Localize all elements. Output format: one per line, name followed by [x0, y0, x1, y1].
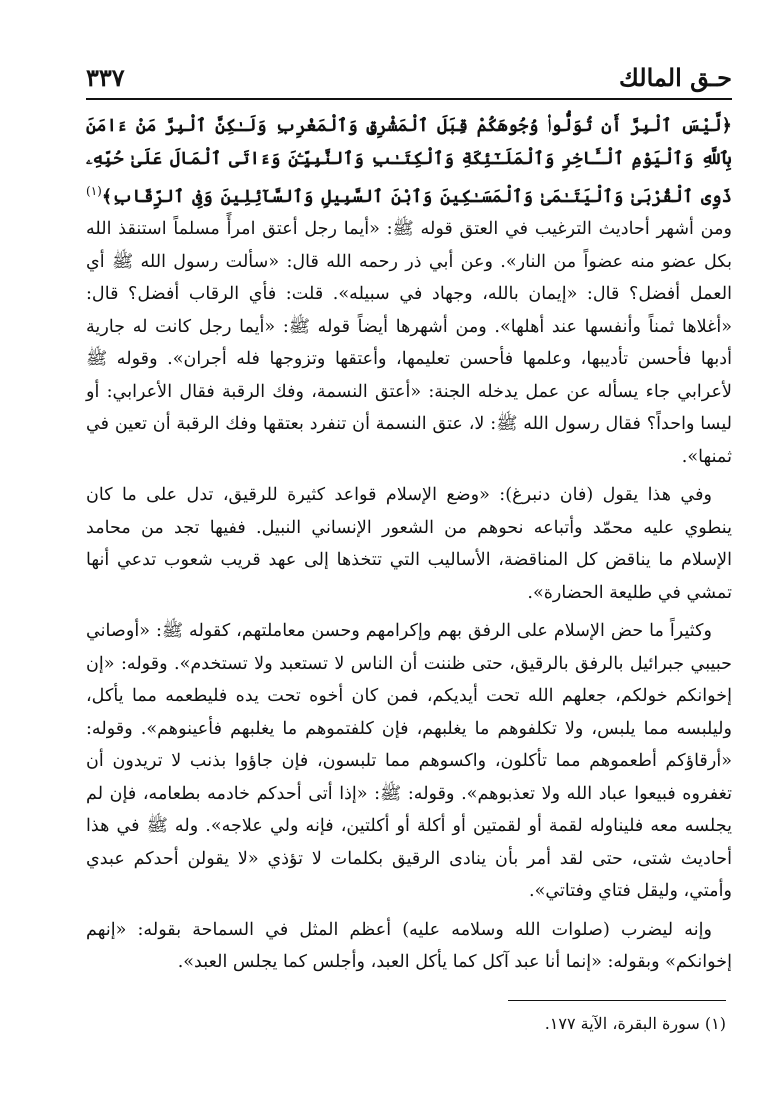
page-body [86, 110, 732, 985]
paragraph-1 [86, 110, 732, 473]
page-number: ٣٣٧ [86, 63, 125, 92]
footnote: (١) سورة البقرة، الآية ١٧٧. [544, 1014, 726, 1033]
footnote-divider [508, 1000, 726, 1001]
footnote-marker: (١) [86, 184, 102, 198]
running-title: حـق المالك [619, 63, 732, 92]
paragraph-3: وكثيراً ما حض الإسلام على الرفق بهم وإكرامهم وحسن معاملتهم، كقوله ﷺ: «أوصاني حبيبي جبرائيل بالرفق بالرقيق، حتى ظننت أن الناس لا تستعبد ولا تستخدم». وقوله: «إن إخوانكم خولكم، جعلهم الله تحت أيديكم، فمن كان أخوه تحت يده فليطعمه مما يأكل، وليلبسه مما يلبس، ولا تكلفوهم ما يغلبهم، فإن كلفتموهم ما يغلبهم فأعينوهم». وقوله: «أرقاؤكم أطعموهم مما تأكلون، واكسوهم مما تلبسون، فإن جاؤوا بذنب لا تريدون أن تغفروه فبيعوا عباد الله ولا تعذبوهم». وقوله: ﷺ: «إذا أتى أحدكم خادمه بطعامه، فإن لم يجلسه معه فليناوله لقمة أو لقمتين أو أكلة أو أكلتين، فإنه ولي علاجه». وله ﷺ في هذا أحاديث شتى، حتى لقد أمر بأن ينادى الرقيق بكلمات لا تؤذي «لا يقولن أحدكم عبدي وأمتي، وليقل فتاي وفتاتي». [86, 621, 732, 902]
paragraph-2: وفي هذا يقول (فان دنبرغ): «وضع الإسلام قواعد كثيرة للرقيق، تدل على ما كان ينطوي عليه محمّد وأتباعه نحوهم من الشعور الإنساني النبيل. ففيها تجد من محامد الإسلام ما يناقض كل المناقضة، الأساليب التي تتخذها إلى عهد قريب شعوب تدعي أنها تمشي في طليعة الحضارة». [86, 485, 732, 603]
page-header [86, 50, 732, 100]
quran-verse: ﴿لَّيْسَ ٱلْبِرَّ أَن تُوَلُّوا۟ وُجُوهَكُمْ قِبَلَ ٱلْمَشْرِقِ وَٱلْمَغْرِبِ وَلَـٰكِنَّ ٱلْبِرَّ مَنْ ءَامَنَ بِٱللَّهِ وَٱلْيَوْمِ ٱلْـَٔاخِرِ وَٱلْمَلَـٰٓئِكَةِ وَٱلْكِتَـٰبِ وَٱلنَّبِيِّـۧنَ وَءَاتَى ٱلْمَالَ عَلَىٰ حُبِّهِۦ ذَوِى ٱلْقُرْبَىٰ وَٱلْيَتَـٰمَىٰ وَٱلْمَسَـٰكِينَ وَٱبْنَ ٱلسَّبِيلِ وَٱلسَّآئِلِينَ وَفِى ٱلرِّقَابِ﴾ [86, 115, 732, 207]
paragraph-text: ومن أشهر أحاديث الترغيب في العتق قوله ﷺ: «أيما رجل أعتق امرأً مسلماً استنقذ الله بكل عضو منه عضواً من النار». وعن أبي ذر رحمه الله قال: «سألت رسول الله ﷺ أي العمل أفضل؟ قال: «إيمان بالله، وجهاد في سبيله». قلت: فأي الرقاب أفضل؟ قال: «أغلاها ثمناً وأنفسها عند أهلها». ومن أشهرها أيضاً قوله ﷺ: «أيما رجل كانت له جارية أدبها فأحسن تأديبها، وعلمها فأحسن تعليمها، وأعتقها وتزوجها فله أجران». وقوله ﷺ لأعرابي جاء يسأله عن عمل يدخله الجنة: «أعتق النسمة، وفك الرقبة فقال الأعرابي: أو ليسا واحداً؟ فقال رسول الله ﷺ: لا، عتق النسمة أن تنفرد بعتقها وفك الرقبة أن تعين في ثمنها». [86, 219, 732, 467]
paragraph-4: وإنه ليضرب (صلوات الله وسلامه عليه) أعظم المثل في السماحة بقوله: «إنهم إخوانكم» وبقوله: «إنما أنا عبد آكل كما يأكل العبد، وأجلس كما يجلس العبد». [86, 919, 732, 973]
